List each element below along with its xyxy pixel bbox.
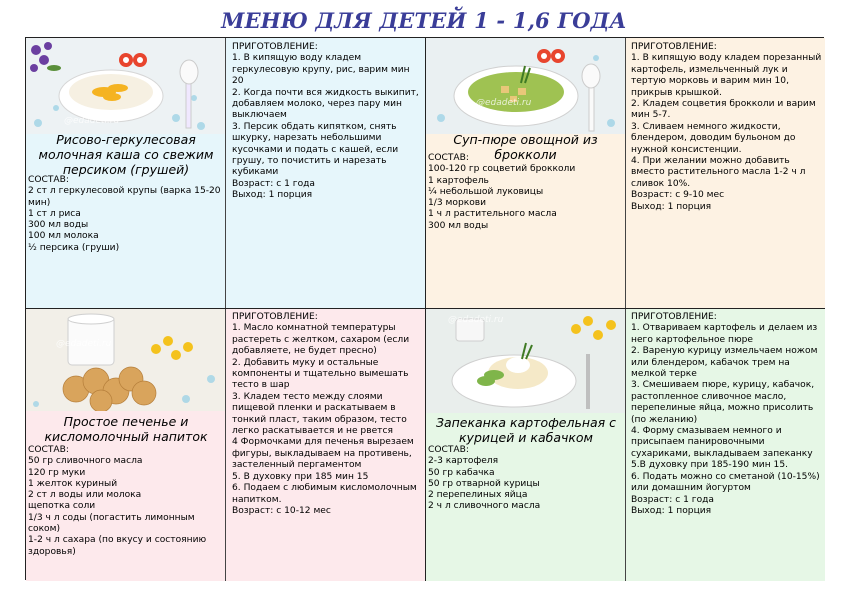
preparation-text: ПРИГОТОВЛЕНИЕ: 1. Отвариваем картофель и делаем из него картофельное пюре 2. Вареную курицу измельчаем ножом или блендером, кабачок трем на мелкой терке 3. Смешиваем пюре, курицу, кабачок, растопленное сливочное масло, перепелиные яйца, можно присолить (по желанию) 4. Форму смазываем немного и присыпаем панировочными сухариками, выкладываем запеканку 5.В духовку при 185-190 мин 15. 6. Подать можно со сметаной (10-15%) или домашним йогуртом Возраст: с 1 года Выход: 1 порция xyxy=(631,312,820,516)
watermark: @edadeti.ru xyxy=(64,116,120,126)
cookies-photo xyxy=(26,309,225,411)
watermark: @edadeti.ru xyxy=(476,98,532,108)
porridge-photo xyxy=(26,38,225,134)
composition-text: СОСТАВ: 50 гр сливочного масла 120 гр муки 1 желток куриный 2 ст л воды или молока щепотка соли 1/3 ч л соды (погастить лимонным соком) 1-2 ч л сахара (по вкусу и состоянию здоровья) xyxy=(28,445,207,557)
divider xyxy=(225,38,226,581)
soup-photo xyxy=(426,38,625,134)
composition-text: СОСТАВ: 2-3 картофеля 50 гр кабачка 50 гр отварной курицы 2 перепелиных яйца 2 ч л сливочного масла xyxy=(428,445,541,512)
dish-name: Суп-пюре овощной из брокколи xyxy=(453,132,598,162)
composition-text: СОСТАВ: 100-120 гр соцветий брокколи 1 картофель ¼ небольшой луковицы 1/3 моркови 1 ч л растительного масла 300 мл воды xyxy=(428,153,576,231)
menu-grid xyxy=(25,37,824,580)
preparation-text: ПРИГОТОВЛЕНИЕ: 1. Масло комнатной температуры растереть с желтком, сахаром (если добавляете, не будет пресно) 2. Добавить муку и остальные компоненты и тщательно вымешать тесто в шар 3. Кладем тесто между слоями пищевой пленки и раскатываем в тонкий пласт, таким образом, тесто легко раскатывается и не рвется 4 Формочками для печенья вырезаем фигуры, выкладываем на противень, застеленный пергаментом 5. В духовку при 185 мин 15 6. Подаем с любимым кисломолочным напитком. Возраст: с 10-12 мес xyxy=(232,312,417,516)
composition-text: СОСТАВ: 2 ст л геркулесовой крупы (варка 15-20 мин) 1 ст л риса 300 мл воды 100 мл молока ½ персика (груши) xyxy=(28,175,221,253)
preparation-text: ПРИГОТОВЛЕНИЕ: 1. В кипящую воду кладем геркулесовую крупу, рис, варим мин 20 2. Когда почти вся жидкость выкипит, добавляем молоко, через пару мин выключаем 3. Персик обдать кипятком, снять шкурку, нарезать небольшими кусочками и подать с кашей, если грушу, то почистить и нарезать кубиками Возраст: с 1 года Выход: 1 порция xyxy=(232,42,419,201)
page-title: МЕНЮ ДЛЯ ДЕТЕЙ 1 - 1,6 ГОДА xyxy=(221,8,627,33)
watermark: @edadeti.ru xyxy=(448,315,504,325)
watermark: @edadeti.ru xyxy=(56,339,112,349)
dish-name: Запеканка картофельная с курицей и кабачком xyxy=(435,415,617,445)
divider xyxy=(625,38,626,581)
preparation-text: ПРИГОТОВЛЕНИЕ: 1. В кипящую воду кладем порезанный картофель, измельченный лук и тертую морковь и варим мин 10, прикрыв крышкой. 2. Кладем соцветия брокколи и варим мин 5-7. 3. Сливаем немного жидкости, блендером, доводим бульоном до нужной консистенции. 4. При желании можно добавить вместо растительного масла 1-2 ч л сливок 10%. Возраст: с 9-10 мес Выход: 1 порция xyxy=(631,42,822,212)
casserole-photo xyxy=(426,309,625,413)
dish-name: Простое печенье и кисломолочный напиток xyxy=(44,414,208,444)
dish-name: Рисово-геркулесовая молочная каша со свежим персиком (грушей) xyxy=(38,132,214,177)
